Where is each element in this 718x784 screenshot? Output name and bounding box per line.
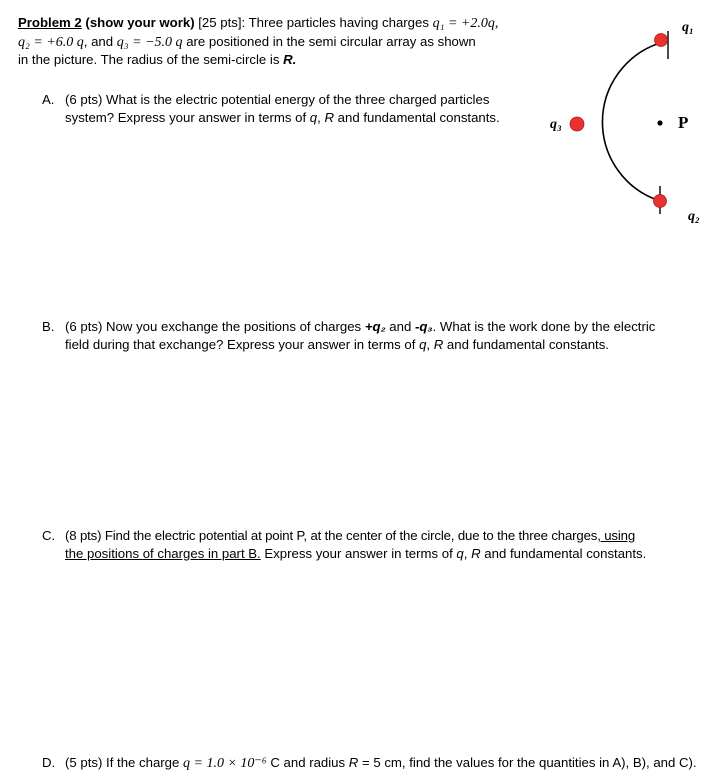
and-text: , and xyxy=(83,34,117,49)
part-b-line-2-text: field during that exchange? Express your answer in terms of xyxy=(65,337,420,352)
q1-charge xyxy=(655,34,668,47)
part-a-text: system? Express your answer in terms of xyxy=(65,110,310,125)
part-a-line-1: (6 pts) What is the electric potential energy of the three charged particles xyxy=(65,92,490,107)
part-d-letter: D. xyxy=(42,755,56,770)
problem-line-2 xyxy=(18,33,476,52)
problem-line-3 xyxy=(18,51,296,69)
part-c-line-1 xyxy=(65,527,635,545)
q2-charge xyxy=(654,195,667,208)
q2-label: q₂ xyxy=(688,209,700,224)
part-c-line-2-end: and fundamental constants. xyxy=(480,546,647,561)
part-d-text-2: C and radius xyxy=(266,755,349,770)
problem-line-2-rest: are positioned in the semi circular array as shown xyxy=(182,34,476,49)
problem-points: [25 pts]: Three particles having charges xyxy=(194,15,433,30)
part-b-text-end: . What is the work done by the electric xyxy=(432,319,656,334)
part-b-and: and xyxy=(385,319,415,334)
point-p-dot xyxy=(657,120,662,125)
part-c-underline-1: , using xyxy=(597,528,636,543)
part-b-text: (6 pts) Now you exchange the positions of charges xyxy=(65,319,365,334)
problem-line-3-text: in the picture. The radius of the semi-circle is xyxy=(18,52,284,67)
part-a-r: R xyxy=(324,110,334,125)
q3-equation: q₃ = −5.0 q xyxy=(116,35,183,50)
part-a-q: q xyxy=(309,110,318,125)
part-a-text-end: and fundamental constants. xyxy=(333,110,500,125)
part-d-line xyxy=(65,754,697,773)
part-b-line-2-end: and fundamental constants. xyxy=(443,337,609,352)
q3-charge xyxy=(570,117,584,131)
part-c-line-2 xyxy=(65,545,646,563)
part-b-r: R xyxy=(433,337,444,352)
part-c-q: q xyxy=(456,546,464,561)
part-b-line-1 xyxy=(65,318,655,336)
semicircle-figure xyxy=(540,20,715,235)
q1-equation: q₁ = +2.0q, xyxy=(432,16,499,31)
problem-line-1 xyxy=(18,14,498,33)
semicircle-arc xyxy=(602,43,660,201)
part-a-line-2 xyxy=(65,109,500,127)
part-c-letter: C. xyxy=(42,528,56,543)
part-d-r: R xyxy=(348,755,359,770)
part-d-q-equation: q = 1.0 × 10⁻⁶ xyxy=(183,756,267,771)
problem-title-suffix: (show your work) xyxy=(81,15,195,30)
part-c-line-2-text: Express your answer in terms of xyxy=(260,546,457,561)
problem-title: Problem 2 xyxy=(18,15,82,30)
part-c-sep: , xyxy=(463,546,472,561)
part-b-q2: +q₂ xyxy=(364,319,386,334)
q3-label: q₃ xyxy=(550,117,562,132)
part-a-letter: A. xyxy=(42,92,55,107)
part-c-text: (8 pts) Find the electric potential at point P, at the center of the circle, due to the three charges xyxy=(65,528,598,543)
part-b-q3: -q₃ xyxy=(414,319,433,334)
part-b-line-2 xyxy=(65,336,609,354)
part-b-sep: , xyxy=(426,337,434,352)
point-p-label: P xyxy=(678,113,689,132)
part-c-r: R xyxy=(471,546,481,561)
part-b-letter: B. xyxy=(42,319,55,334)
q1-label: q₁ xyxy=(682,20,694,35)
part-d-text-3: = 5 cm, find the values for the quantities in A), B), and C). xyxy=(358,755,697,770)
part-b-q: q xyxy=(419,337,427,352)
part-c-underline-2: the positions of charges in part B. xyxy=(65,546,261,561)
radius-label: R. xyxy=(283,52,297,67)
part-d-text: (5 pts) If the charge xyxy=(65,755,184,770)
q2-equation: q₂ = +6.0 q xyxy=(18,35,84,50)
part-a-sep: , xyxy=(317,110,325,125)
